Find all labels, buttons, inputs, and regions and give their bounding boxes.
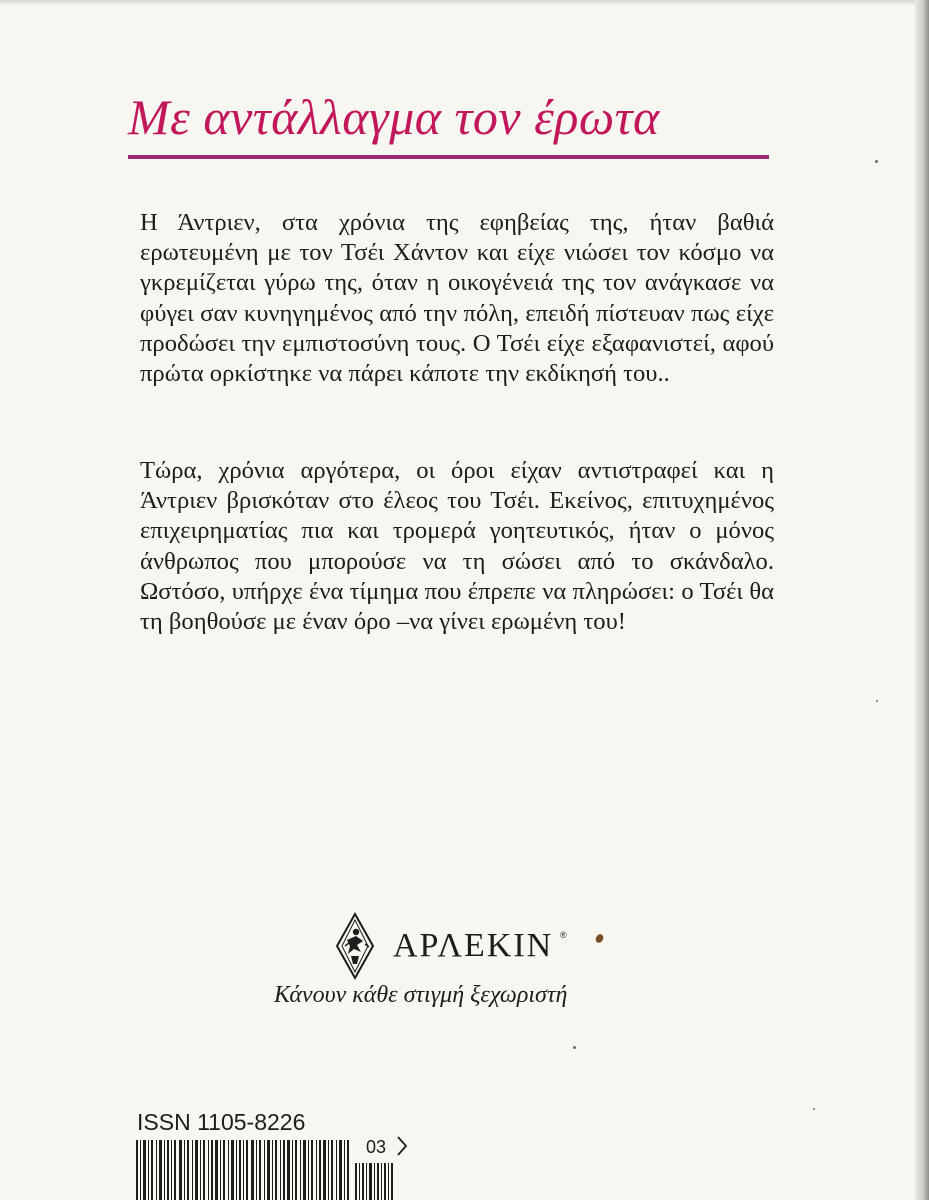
publisher-slogan: Κάνουν κάθε στιγμή ξεχωριστή <box>274 982 568 1008</box>
book-title: Με αντάλλαγμα τον έρωτα <box>128 89 660 145</box>
barcode-addon <box>354 1163 400 1200</box>
paper-speck <box>875 160 878 163</box>
title-underline <box>128 155 769 159</box>
barcode <box>134 1140 354 1200</box>
harlequin-diamond-icon <box>335 912 375 980</box>
blurb-paragraph-2: Τώρα, χρόνια αργότερα, οι όροι είχαν αντιστραφεί και η Άντριεν βρισκόταν στο έλεος του Τσέι. Εκείνος, επιτυχημένος επιχειρηματίας πια και τρομερά γοητευτικός, ήταν ο μόνος άνθρωπος που μπορούσε να τη σώσει από το σκάνδαλο. Ωστόσο, υπήρχε ένα τίμημα που έπρεπε να πληρώσει: ο Τσέι θα τη βοηθούσε με έναν όρο –να γίνει ερωμένη του! <box>140 457 774 636</box>
publisher-logo <box>335 912 635 980</box>
barcode-chevron-icon <box>396 1134 408 1158</box>
page-edge-right <box>915 0 929 1200</box>
paper-speck <box>813 1108 815 1110</box>
issn-number: ISSN 1105-8226 <box>137 1109 306 1135</box>
paper-speck <box>573 1046 576 1049</box>
blurb-paragraph-1: Η Άντριεν, στα χρόνια της εφηβείας της, ήταν βαθιά ερωτευμένη με τον Τσέι Χάντον και είχε νιώσει τον κόσμο να γκρεμίζεται γύρω της, όταν η οικογένειά της τον ανάγκασε να φύγει σαν κυνηγημένος από την πόλη, επειδή πίστευαν πως είχε προδώσει την εμπιστοσύνη τους. Ο Τσέι είχε εξαφανιστεί, αφού πρώτα ορκίστηκε να πάρει κάποτε την εκδίκησή του.. <box>140 209 774 388</box>
registered-mark: ® <box>560 930 567 940</box>
paper-speck <box>876 700 878 702</box>
page-edge-top <box>0 0 929 6</box>
barcode-addon-code: 03 <box>366 1137 387 1157</box>
publisher-name: ΑΡΛΕΚΙΝ <box>393 927 554 964</box>
